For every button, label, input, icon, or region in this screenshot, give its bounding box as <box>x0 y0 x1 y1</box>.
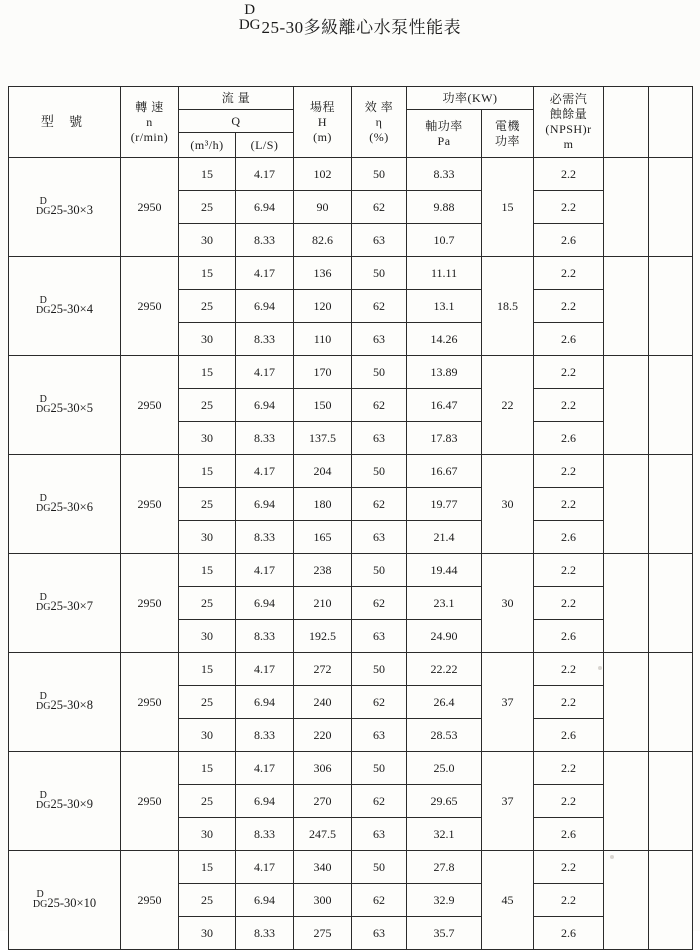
table-row <box>9 455 693 488</box>
head-cell: 272 <box>294 653 352 686</box>
page-title <box>0 2 700 37</box>
shaft-power-cell: 19.77 <box>407 488 482 521</box>
blank-cell-2 <box>649 851 693 950</box>
flow-m3h-cell: 15 <box>179 653 236 686</box>
shaft-power-cell: 29.65 <box>407 785 482 818</box>
header-power-group: 功率(KW) <box>407 87 534 110</box>
npsh-cell: 2.6 <box>534 521 604 554</box>
flow-m3h-cell: 30 <box>179 620 236 653</box>
head-cell: 180 <box>294 488 352 521</box>
head-cell: 102 <box>294 158 352 191</box>
npsh-cell: 2.2 <box>534 290 604 323</box>
efficiency-cell: 62 <box>352 686 407 719</box>
head-cell: 275 <box>294 917 352 950</box>
title-text: 25-30多級離心水泵性能表 <box>261 17 462 37</box>
flow-ls-cell: 6.94 <box>236 290 294 323</box>
model-cell <box>9 653 121 752</box>
header-npsh <box>534 87 604 158</box>
flow-ls-cell: 4.17 <box>236 554 294 587</box>
npsh-cell: 2.6 <box>534 620 604 653</box>
table-row <box>9 851 693 884</box>
flow-ls-cell: 4.17 <box>236 851 294 884</box>
header-speed-line2: n <box>146 114 153 129</box>
header-efficiency <box>352 87 407 158</box>
blank-cell-1 <box>604 356 649 455</box>
shaft-power-cell: 22.22 <box>407 653 482 686</box>
speed-cell: 2950 <box>121 851 179 950</box>
efficiency-cell: 62 <box>352 587 407 620</box>
header-eff-line3: (%) <box>369 129 389 144</box>
blank-cell-2 <box>649 752 693 851</box>
efficiency-cell: 50 <box>352 455 407 488</box>
motor-power-cell: 37 <box>482 752 534 851</box>
motor-power-cell: 18.5 <box>482 257 534 356</box>
header-head-line2: H <box>317 114 328 129</box>
header-flow-unit-m3h: (m³/h) <box>179 133 236 158</box>
head-cell: 170 <box>294 356 352 389</box>
blank-cell-1 <box>604 752 649 851</box>
npsh-cell: 2.2 <box>534 389 604 422</box>
model-cell <box>9 752 121 851</box>
model-cell <box>9 455 121 554</box>
model-prefix: D DG <box>36 691 51 712</box>
flow-ls-cell: 4.17 <box>236 653 294 686</box>
motor-power-cell: 30 <box>482 554 534 653</box>
title-model-top: D <box>244 2 256 18</box>
head-cell: 306 <box>294 752 352 785</box>
header-speed-line3: (r/min) <box>130 129 169 144</box>
motor-power-cell: 45 <box>482 851 534 950</box>
model-suffix: 25-30×9 <box>50 796 93 811</box>
model-suffix: 25-30×5 <box>50 400 93 415</box>
head-cell: 340 <box>294 851 352 884</box>
efficiency-cell: 63 <box>352 818 407 851</box>
npsh-cell: 2.2 <box>534 752 604 785</box>
blank-cell-1 <box>604 851 649 950</box>
flow-m3h-cell: 15 <box>179 158 236 191</box>
speed-cell: 2950 <box>121 455 179 554</box>
flow-m3h-cell: 25 <box>179 389 236 422</box>
flow-ls-cell: 6.94 <box>236 389 294 422</box>
head-cell: 238 <box>294 554 352 587</box>
flow-m3h-cell: 30 <box>179 521 236 554</box>
npsh-cell: 2.2 <box>534 851 604 884</box>
flow-m3h-cell: 25 <box>179 785 236 818</box>
speed-cell: 2950 <box>121 752 179 851</box>
npsh-cell: 2.2 <box>534 356 604 389</box>
shaft-power-cell: 24.90 <box>407 620 482 653</box>
npsh-cell: 2.2 <box>534 884 604 917</box>
motor-power-cell: 22 <box>482 356 534 455</box>
shaft-power-cell: 10.7 <box>407 224 482 257</box>
blank-cell-1 <box>604 257 649 356</box>
shaft-power-cell: 26.4 <box>407 686 482 719</box>
flow-m3h-cell: 30 <box>179 719 236 752</box>
shaft-power-cell: 9.88 <box>407 191 482 224</box>
shaft-power-cell: 16.67 <box>407 455 482 488</box>
efficiency-cell: 50 <box>352 356 407 389</box>
blank-cell-1 <box>604 158 649 257</box>
speed-cell: 2950 <box>121 158 179 257</box>
header-motor-line1: 電機 <box>495 118 521 133</box>
flow-m3h-cell: 25 <box>179 884 236 917</box>
blank-cell-2 <box>649 158 693 257</box>
head-cell: 247.5 <box>294 818 352 851</box>
header-eff-line1: 效 率 <box>364 99 394 114</box>
efficiency-cell: 50 <box>352 752 407 785</box>
npsh-cell: 2.2 <box>534 686 604 719</box>
model-suffix: 25-30×8 <box>50 697 93 712</box>
flow-ls-cell: 6.94 <box>236 884 294 917</box>
efficiency-cell: 63 <box>352 323 407 356</box>
head-cell: 136 <box>294 257 352 290</box>
efficiency-cell: 63 <box>352 917 407 950</box>
npsh-cell: 2.2 <box>534 653 604 686</box>
flow-m3h-cell: 25 <box>179 686 236 719</box>
shaft-power-cell: 19.44 <box>407 554 482 587</box>
flow-m3h-cell: 15 <box>179 356 236 389</box>
flow-ls-cell: 4.17 <box>236 455 294 488</box>
title-model-code <box>239 3 261 33</box>
model-cell <box>9 356 121 455</box>
shaft-power-cell: 21.4 <box>407 521 482 554</box>
shaft-power-cell: 11.11 <box>407 257 482 290</box>
table-row <box>9 257 693 290</box>
shaft-power-cell: 14.26 <box>407 323 482 356</box>
header-type: 型 號 <box>9 87 121 158</box>
model-cell <box>9 158 121 257</box>
head-cell: 137.5 <box>294 422 352 455</box>
npsh-cell: 2.6 <box>534 818 604 851</box>
efficiency-cell: 50 <box>352 257 407 290</box>
table-row <box>9 653 693 686</box>
shaft-power-cell: 35.7 <box>407 917 482 950</box>
flow-ls-cell: 4.17 <box>236 158 294 191</box>
table-row <box>9 752 693 785</box>
head-cell: 204 <box>294 455 352 488</box>
flow-ls-cell: 4.17 <box>236 356 294 389</box>
flow-ls-cell: 8.33 <box>236 620 294 653</box>
model-suffix: 25-30×10 <box>47 895 97 910</box>
header-row-1 <box>9 87 693 110</box>
shaft-power-cell: 13.1 <box>407 290 482 323</box>
header-head <box>294 87 352 158</box>
blank-cell-1 <box>604 554 649 653</box>
title-model-bottom: DG <box>238 17 261 33</box>
model-cell <box>9 851 121 950</box>
speed-cell: 2950 <box>121 554 179 653</box>
flow-m3h-cell: 15 <box>179 455 236 488</box>
shaft-power-cell: 23.1 <box>407 587 482 620</box>
blank-cell-2 <box>649 653 693 752</box>
header-npsh-line4: m <box>563 137 574 151</box>
efficiency-cell: 63 <box>352 422 407 455</box>
efficiency-cell: 62 <box>352 884 407 917</box>
npsh-cell: 2.6 <box>534 323 604 356</box>
flow-m3h-cell: 25 <box>179 191 236 224</box>
flow-m3h-cell: 30 <box>179 917 236 950</box>
model-prefix: D DG <box>32 889 48 910</box>
header-shaft-line2: Pa <box>437 133 451 148</box>
head-cell: 150 <box>294 389 352 422</box>
flow-m3h-cell: 25 <box>179 290 236 323</box>
flow-ls-cell: 6.94 <box>236 587 294 620</box>
header-blank-1 <box>604 87 649 158</box>
efficiency-cell: 62 <box>352 191 407 224</box>
model-prefix: D DG <box>36 394 51 415</box>
flow-ls-cell: 6.94 <box>236 488 294 521</box>
model-prefix: D DG <box>36 790 51 811</box>
efficiency-cell: 63 <box>352 620 407 653</box>
blank-cell-2 <box>649 455 693 554</box>
npsh-cell: 2.2 <box>534 488 604 521</box>
flow-m3h-cell: 15 <box>179 554 236 587</box>
model-suffix: 25-30×6 <box>50 499 93 514</box>
shaft-power-cell: 16.47 <box>407 389 482 422</box>
head-cell: 270 <box>294 785 352 818</box>
flow-m3h-cell: 15 <box>179 752 236 785</box>
flow-m3h-cell: 25 <box>179 488 236 521</box>
blank-cell-2 <box>649 554 693 653</box>
motor-power-cell: 37 <box>482 653 534 752</box>
header-speed <box>121 87 179 158</box>
model-suffix: 25-30×4 <box>50 301 93 316</box>
flow-ls-cell: 6.94 <box>236 191 294 224</box>
head-cell: 82.6 <box>294 224 352 257</box>
table-body <box>9 158 693 950</box>
npsh-cell: 2.2 <box>534 191 604 224</box>
shaft-power-cell: 17.83 <box>407 422 482 455</box>
speed-cell: 2950 <box>121 257 179 356</box>
header-npsh-line3: (NPSH)r <box>545 122 592 136</box>
model-suffix: 25-30×7 <box>50 598 93 613</box>
model-cell <box>9 257 121 356</box>
flow-ls-cell: 4.17 <box>236 257 294 290</box>
flow-ls-cell: 6.94 <box>236 785 294 818</box>
table-header <box>9 87 693 158</box>
flow-ls-cell: 4.17 <box>236 752 294 785</box>
shaft-power-cell: 28.53 <box>407 719 482 752</box>
npsh-cell: 2.2 <box>534 554 604 587</box>
header-npsh-line1: 必需汽 <box>549 92 588 106</box>
performance-table <box>8 86 693 950</box>
model-cell <box>9 554 121 653</box>
npsh-cell: 2.6 <box>534 917 604 950</box>
head-cell: 210 <box>294 587 352 620</box>
flow-ls-cell: 8.33 <box>236 422 294 455</box>
flow-ls-cell: 8.33 <box>236 818 294 851</box>
npsh-cell: 2.2 <box>534 785 604 818</box>
head-cell: 110 <box>294 323 352 356</box>
efficiency-cell: 63 <box>352 521 407 554</box>
shaft-power-cell: 25.0 <box>407 752 482 785</box>
npsh-cell: 2.2 <box>534 587 604 620</box>
head-cell: 192.5 <box>294 620 352 653</box>
motor-power-cell: 30 <box>482 455 534 554</box>
shaft-power-cell: 8.33 <box>407 158 482 191</box>
header-eff-line2: η <box>375 114 383 129</box>
speed-cell: 2950 <box>121 653 179 752</box>
model-prefix: D DG <box>36 493 51 514</box>
flow-ls-cell: 8.33 <box>236 521 294 554</box>
header-motor-power <box>482 110 534 158</box>
shaft-power-cell: 27.8 <box>407 851 482 884</box>
table-row <box>9 554 693 587</box>
model-prefix: D DG <box>36 295 51 316</box>
npsh-cell: 2.2 <box>534 257 604 290</box>
flow-m3h-cell: 30 <box>179 224 236 257</box>
blank-cell-1 <box>604 455 649 554</box>
header-flow-unit-ls: (L/S) <box>236 133 294 158</box>
flow-ls-cell: 8.33 <box>236 917 294 950</box>
efficiency-cell: 50 <box>352 851 407 884</box>
head-cell: 165 <box>294 521 352 554</box>
flow-ls-cell: 6.94 <box>236 686 294 719</box>
header-shaft-power <box>407 110 482 158</box>
speed-cell: 2950 <box>121 356 179 455</box>
blank-cell-2 <box>649 257 693 356</box>
header-blank-2 <box>649 87 693 158</box>
efficiency-cell: 63 <box>352 719 407 752</box>
header-speed-line1: 轉 速 <box>135 99 164 114</box>
flow-m3h-cell: 15 <box>179 257 236 290</box>
efficiency-cell: 62 <box>352 389 407 422</box>
npsh-cell: 2.2 <box>534 158 604 191</box>
flow-ls-cell: 8.33 <box>236 224 294 257</box>
head-cell: 240 <box>294 686 352 719</box>
npsh-cell: 2.6 <box>534 719 604 752</box>
npsh-cell: 2.6 <box>534 224 604 257</box>
header-flow-symbol: Q <box>179 110 294 133</box>
flow-ls-cell: 8.33 <box>236 323 294 356</box>
table-row <box>9 158 693 191</box>
efficiency-cell: 50 <box>352 554 407 587</box>
shaft-power-cell: 13.89 <box>407 356 482 389</box>
npsh-cell: 2.2 <box>534 455 604 488</box>
header-npsh-line2: 蝕餘量 <box>549 107 588 121</box>
header-motor-line2: 功率 <box>495 133 521 148</box>
flow-m3h-cell: 30 <box>179 323 236 356</box>
efficiency-cell: 62 <box>352 785 407 818</box>
header-head-line1: 場程 <box>310 99 336 114</box>
shaft-power-cell: 32.9 <box>407 884 482 917</box>
efficiency-cell: 62 <box>352 488 407 521</box>
header-shaft-line1: 軸功率 <box>425 118 463 133</box>
flow-m3h-cell: 30 <box>179 422 236 455</box>
flow-m3h-cell: 30 <box>179 818 236 851</box>
model-prefix: D DG <box>36 196 51 217</box>
flow-m3h-cell: 15 <box>179 851 236 884</box>
shaft-power-cell: 32.1 <box>407 818 482 851</box>
header-flow-group: 流 量 <box>179 87 294 110</box>
blank-cell-1 <box>604 653 649 752</box>
efficiency-cell: 63 <box>352 224 407 257</box>
head-cell: 120 <box>294 290 352 323</box>
efficiency-cell: 50 <box>352 653 407 686</box>
header-head-line3: (m) <box>313 129 332 144</box>
motor-power-cell: 15 <box>482 158 534 257</box>
blank-cell-2 <box>649 356 693 455</box>
head-cell: 220 <box>294 719 352 752</box>
model-suffix: 25-30×3 <box>50 202 93 217</box>
head-cell: 300 <box>294 884 352 917</box>
table-row <box>9 356 693 389</box>
efficiency-cell: 62 <box>352 290 407 323</box>
model-prefix: D DG <box>36 592 51 613</box>
efficiency-cell: 50 <box>352 158 407 191</box>
npsh-cell: 2.6 <box>534 422 604 455</box>
flow-m3h-cell: 25 <box>179 587 236 620</box>
head-cell: 90 <box>294 191 352 224</box>
flow-ls-cell: 8.33 <box>236 719 294 752</box>
